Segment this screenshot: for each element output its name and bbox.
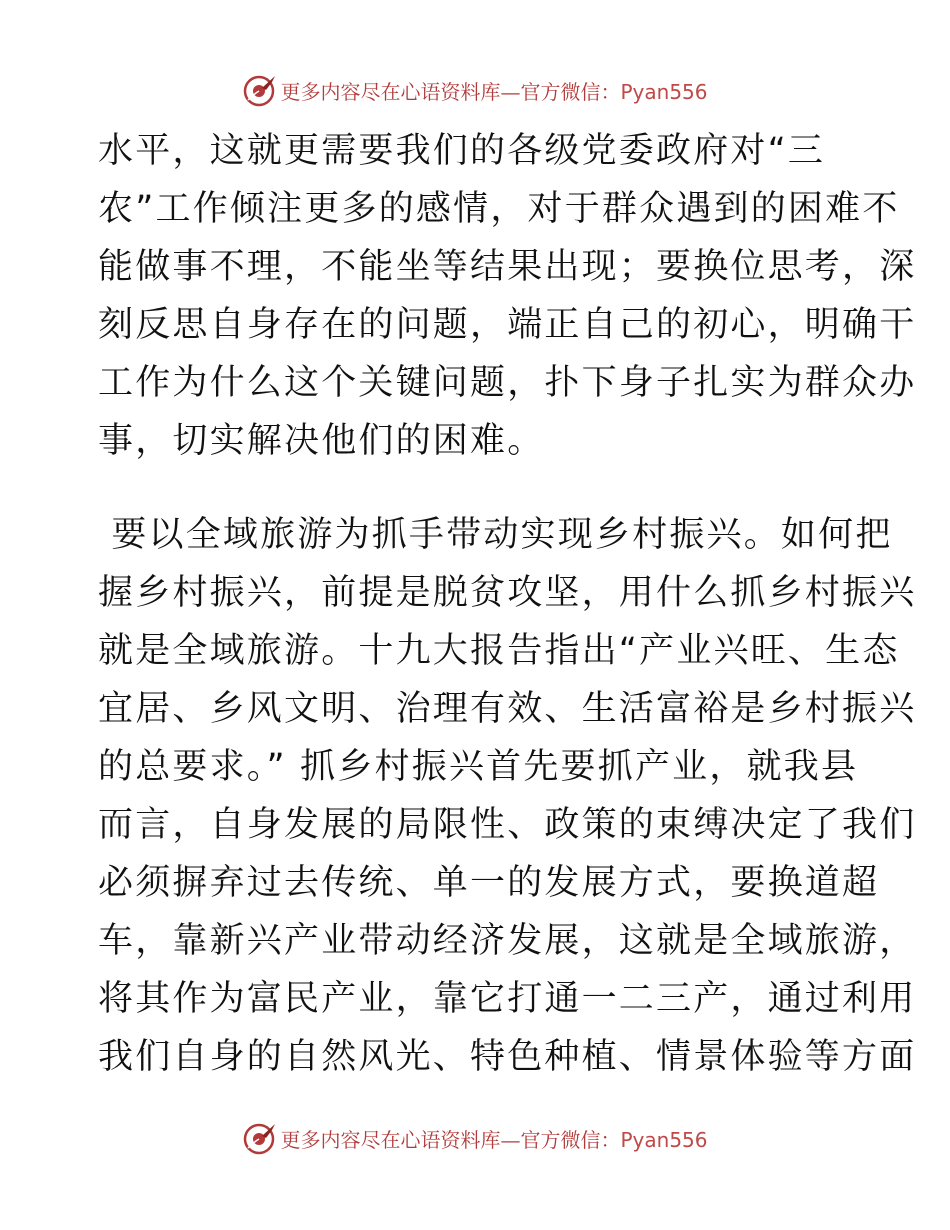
- text-line: 握乡村振兴，前提是脱贫攻坚，用什么抓乡村振兴: [98, 573, 917, 613]
- text-line: 工作为什么这个关键问题，扑下身子扎实为群众办: [98, 363, 917, 403]
- text-line: 我们自身的自然风光、特色种植、情景体验等方面: [98, 1037, 917, 1077]
- document-body: [98, 122, 917, 1086]
- wechat-id: Pyan556: [620, 79, 708, 104]
- header-banner-text: 更多内容尽在心语资料库—官方微信：Pyan556: [280, 79, 708, 104]
- footer-banner: [0, 1118, 950, 1158]
- text-line: 而言，自身发展的局限性、政策的束缚决定了我们: [98, 805, 917, 845]
- text-line: 水平，这就更需要我们的各级党委政府对“三: [98, 131, 826, 171]
- text-line: 要以全域旅游为抓手带动实现乡村振兴。如何把: [98, 515, 893, 555]
- paragraph-1: [98, 122, 917, 470]
- header-banner: [0, 70, 950, 110]
- text-line: 将其作为富民产业，靠它打通一二三产，通过利用: [98, 979, 917, 1019]
- text-line: 事，切实解决他们的困难。: [98, 421, 545, 461]
- quill-pen-logo-icon: [242, 1120, 278, 1156]
- footer-banner-text: 更多内容尽在心语资料库—官方微信：Pyan556: [280, 1127, 708, 1152]
- text-line: 能做事不理，不能坐等结果出现；要换位思考，深: [98, 247, 917, 287]
- text-line: 农”工作倾注更多的感情，对于群众遇到的困难不: [98, 189, 900, 229]
- quill-pen-logo-icon: [242, 72, 278, 108]
- text-line: 必须摒弃过去传统、单一的发展方式，要换道超: [98, 863, 880, 903]
- text-line: 刻反思自身存在的问题，端正自己的初心，明确干: [98, 305, 917, 345]
- text-line: 车，靠新兴产业带动经济发展，这就是全域旅游，: [98, 921, 917, 961]
- text-line: 宜居、乡风文明、治理有效、生活富裕是乡村振兴: [98, 689, 917, 729]
- text-line: 的总要求。” 抓乡村振兴首先要抓产业，就我县: [98, 747, 859, 787]
- paragraph-2: [98, 506, 917, 1086]
- paragraph-gap: [98, 470, 858, 506]
- wechat-id: Pyan556: [620, 1127, 708, 1152]
- text-line: 就是全域旅游。十九大报告指出“产业兴旺、生态: [98, 631, 900, 671]
